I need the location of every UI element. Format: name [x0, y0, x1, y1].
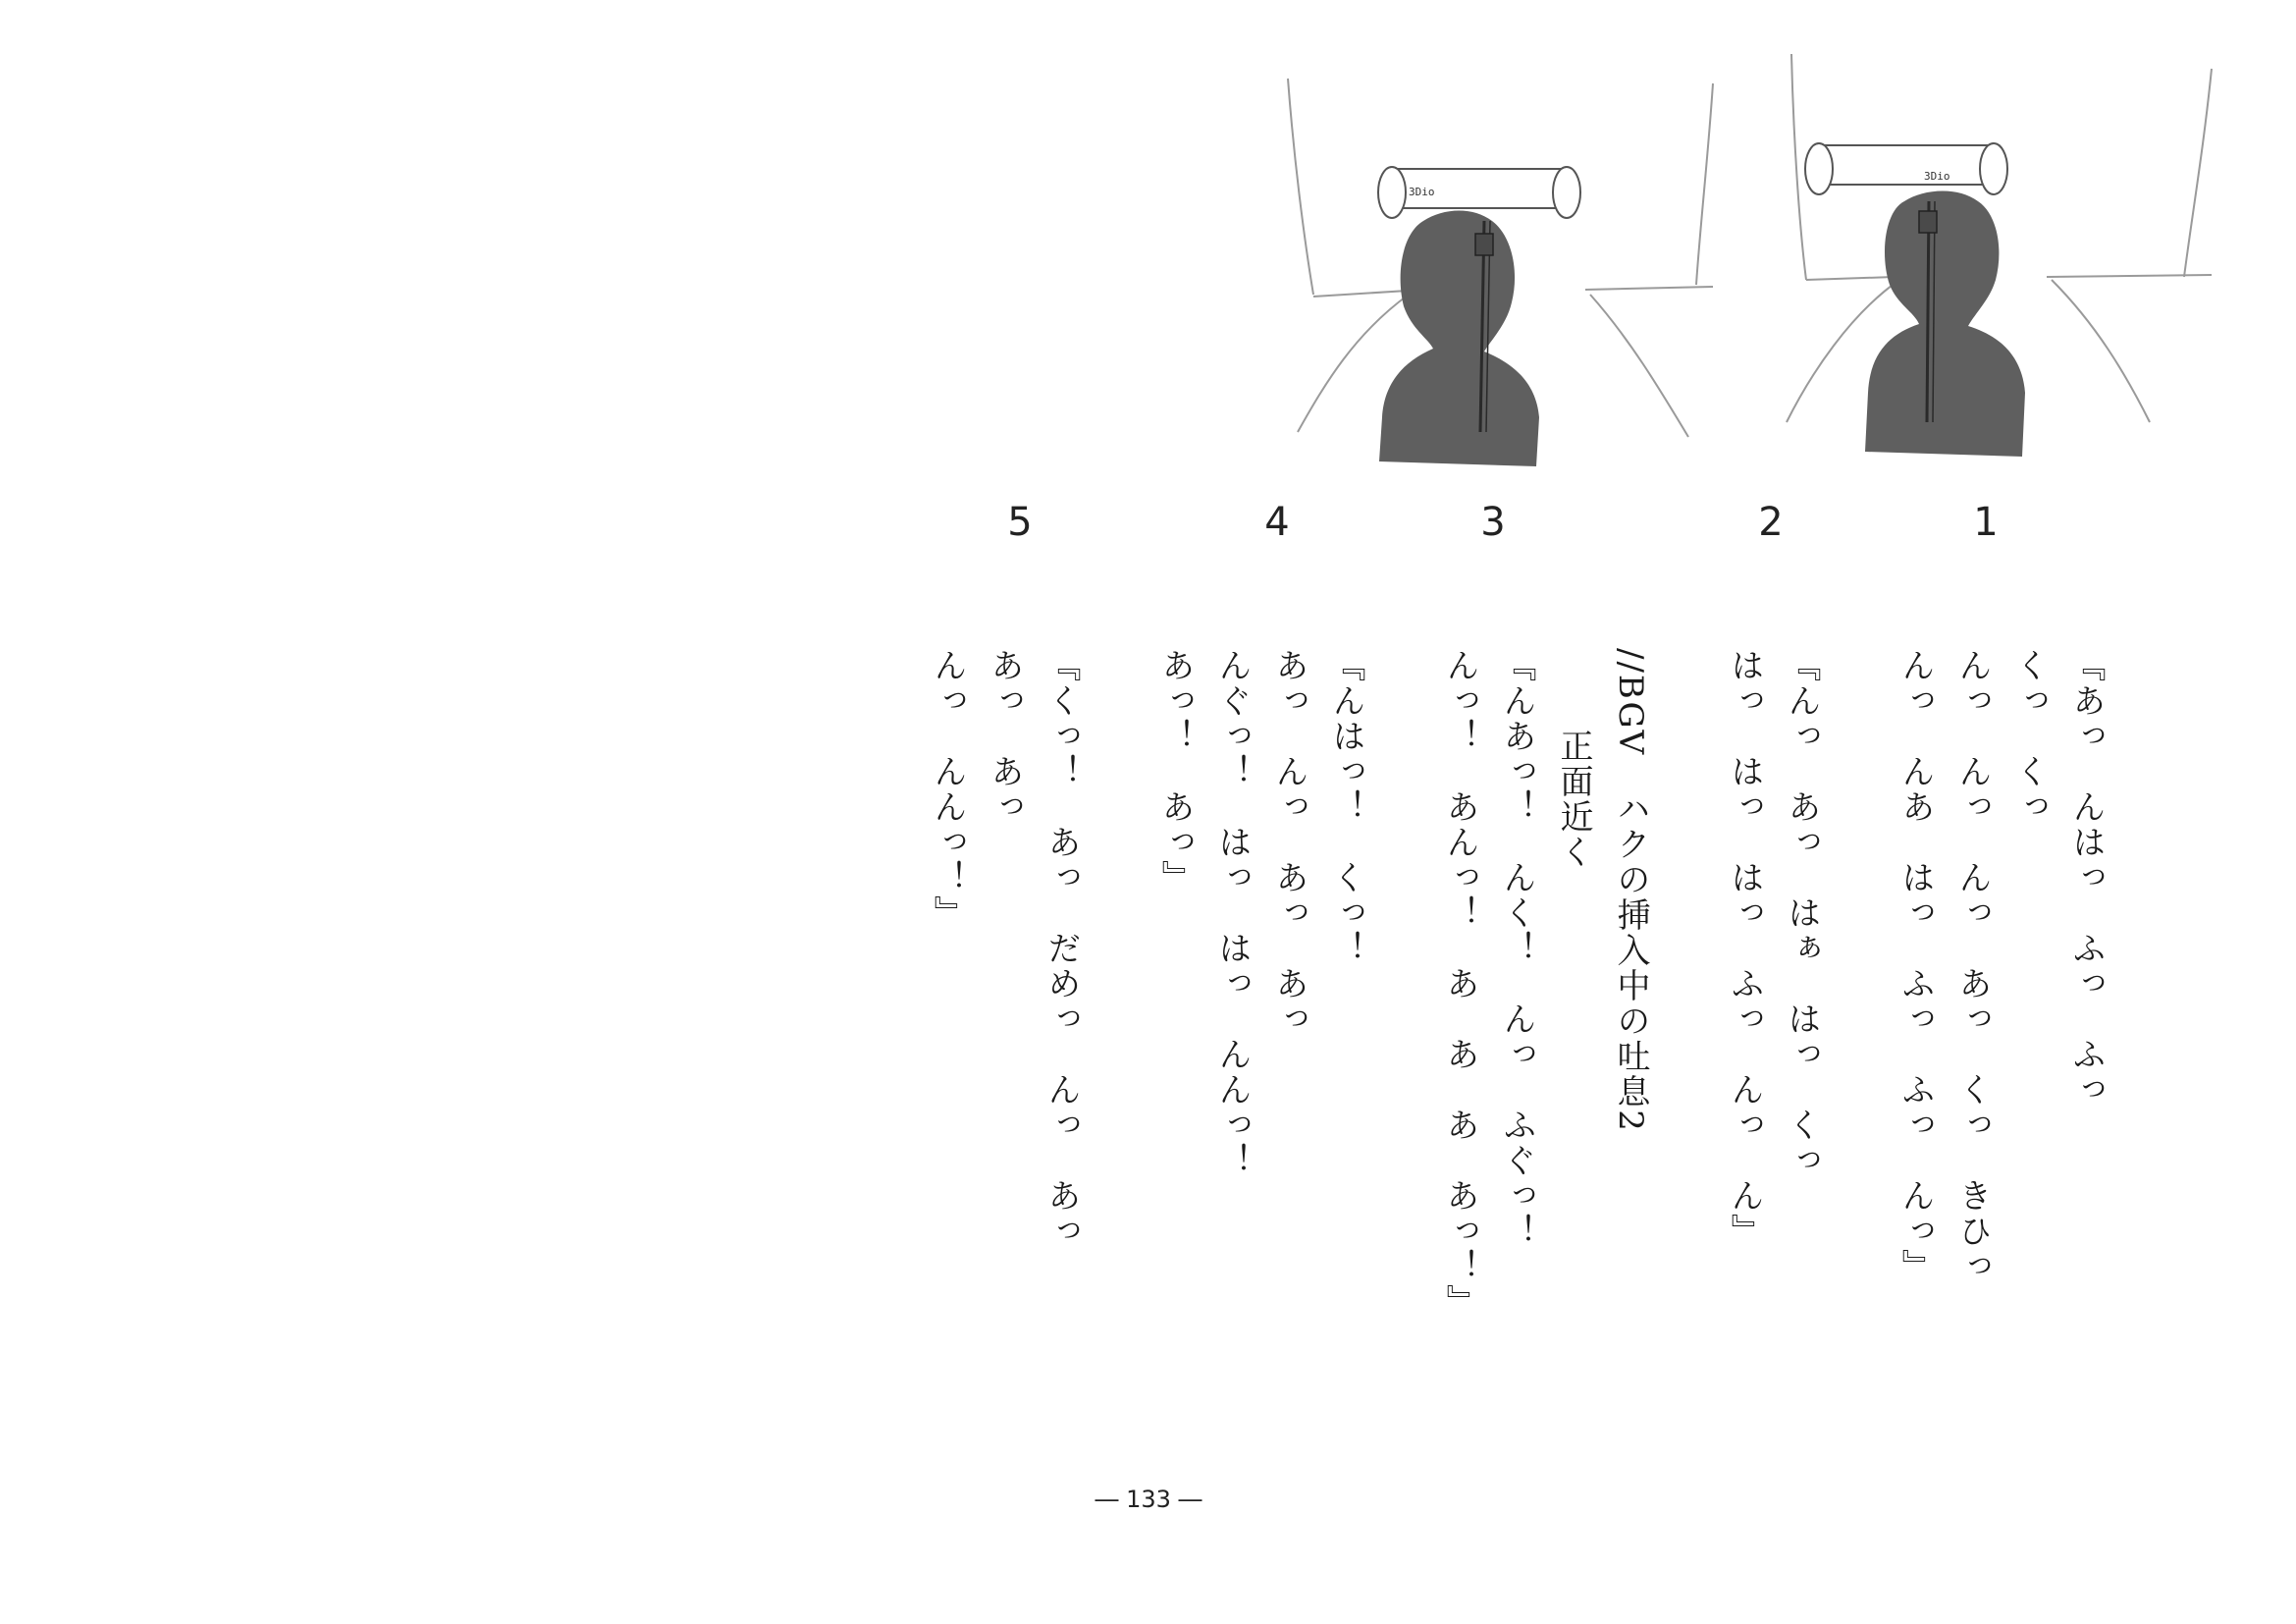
position-number-3: 3 — [1480, 500, 1506, 545]
position-number-5: 5 — [1007, 500, 1033, 545]
script-line: くっ くっ — [2009, 648, 2049, 825]
device-label: 3Dio — [1409, 186, 1435, 198]
binaural-mic-illustration-left — [1276, 0, 1737, 491]
position-number-4: 4 — [1264, 500, 1290, 545]
binaural-mic-illustration-right — [1772, 0, 2233, 491]
script-line: あっ あっ — [985, 648, 1024, 825]
script-line: はっ はっ はっ ふっ んっ ん』 — [1725, 648, 1764, 1249]
script-line: 『くっ！ あっ だめっ んっ あっ — [1041, 648, 1081, 1249]
script-line: んぐっ！ はっ はっ んんっ！ — [1212, 648, 1252, 1178]
script-line: 『んっ あっ はぁ はっ くっ — [1782, 648, 1821, 1178]
script-line: んっ んんっ！』 — [928, 648, 967, 931]
position-number-1: 1 — [1973, 500, 1999, 545]
script-line: んっ んっ んっ あっ くっ きひっ — [1952, 648, 1992, 1284]
script-line: んっ んあ はっ ふっ ふっ んっ』 — [1896, 648, 1935, 1284]
script-line: んっ！ あんっ！ あ あ あ あっ！』 — [1440, 648, 1479, 1320]
script-line: あっ！ あっ』 — [1155, 648, 1195, 895]
direction-note: 正面近く — [1554, 729, 1593, 870]
direction-note: //BGV ハクの挿入中の吐息2 — [1611, 648, 1650, 1133]
script-line: 『んあっ！ んく！ んっ ふぐっ！ — [1497, 648, 1536, 1249]
device-label: 3Dio — [1924, 170, 1950, 183]
script-line: 『あっ んはっ ふっ ふっ — [2066, 648, 2106, 1108]
page-number: ― 133 ― — [1095, 1486, 1202, 1513]
script-line: あっ んっ あっ あっ — [1269, 648, 1308, 1037]
position-number-2: 2 — [1758, 500, 1784, 545]
script-line: 『んはっ！ くっ！ — [1326, 648, 1365, 966]
